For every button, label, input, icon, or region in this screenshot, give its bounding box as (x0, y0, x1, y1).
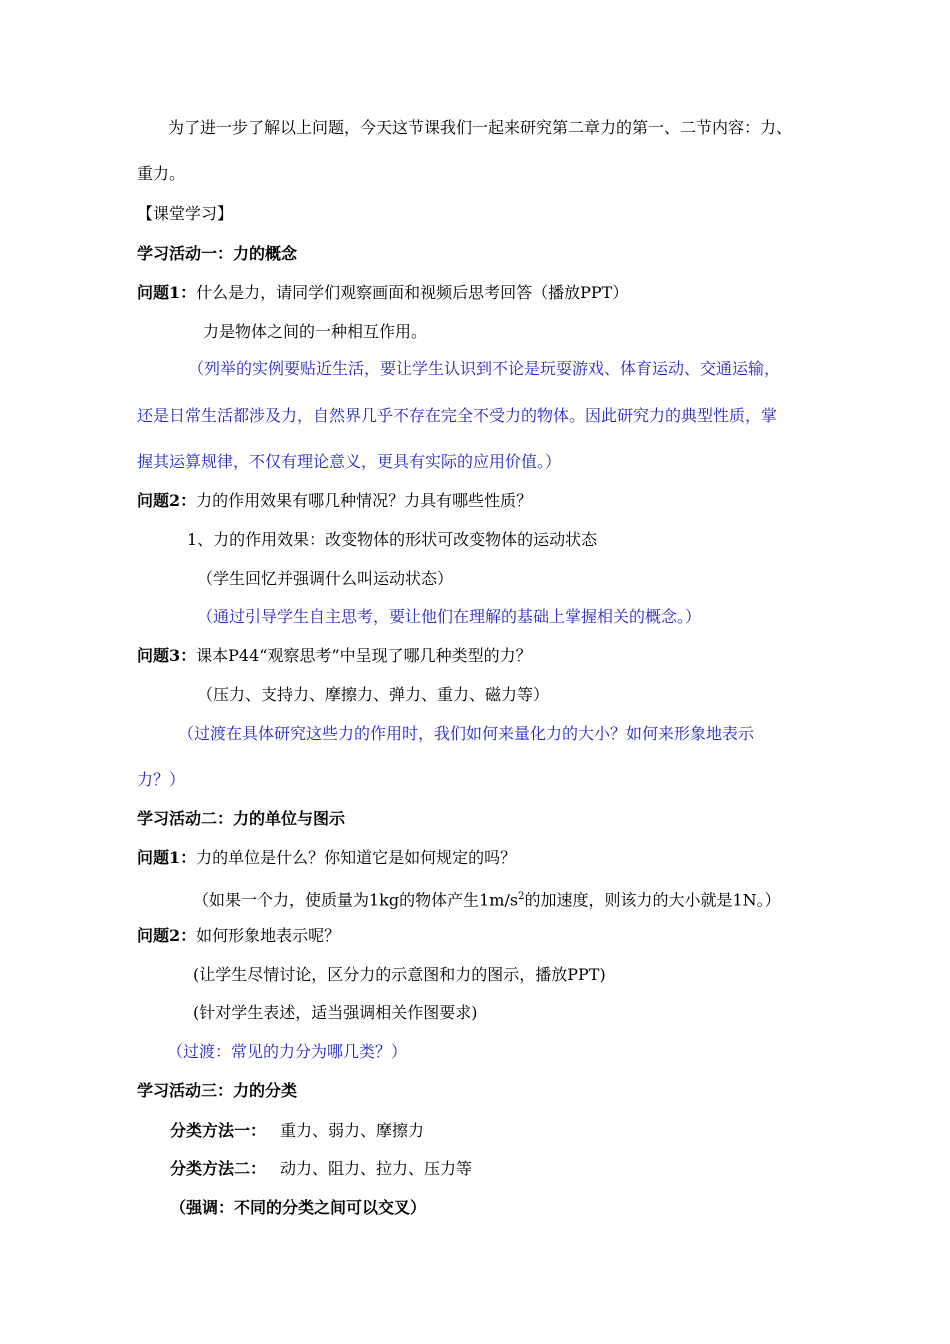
question-text: 力的作用效果有哪几种情况？力具有哪些性质？ (196, 491, 533, 510)
question-label: 问题1： (137, 283, 197, 302)
activity2-q2-answer-2: (针对学生表述，适当强调相关作图要求) (193, 1003, 478, 1022)
method-label: 分类方法二： (170, 1159, 267, 1178)
method-value: 动力、阻力、拉力、压力等 (280, 1159, 473, 1178)
answer-text-start: （如果一个力，使质量为1kg的物体产生1m/s (193, 890, 519, 910)
question-text: 力的单位是什么？你知道它是如何规定的吗？ (196, 848, 517, 867)
question-label: 问题2： (137, 926, 197, 945)
activity1-q3-note-2: 力？） (137, 770, 186, 789)
method-label: 分类方法一： (170, 1121, 267, 1140)
activity2-q1-answer (193, 886, 781, 911)
activity2-title: 学习活动二：力的单位与图示 (137, 809, 346, 828)
activity1-q3-note-1: （过渡在具体研究这些力的作用时，我们如何来量化力的大小？如何来形象地表示 (178, 724, 755, 743)
answer-text-end: 的加速度，则该力的大小就是1N。） (524, 890, 781, 910)
method-value: 重力、弱力、摩擦力 (280, 1121, 425, 1140)
activity2-q2-note: （过渡：常见的力分为哪几类？） (167, 1042, 408, 1061)
activity1-q2 (137, 490, 532, 512)
activity1-q1-answer: 力是物体之间的一种相互作用。 (203, 322, 428, 341)
activity1-q1 (137, 282, 628, 304)
activity1-q1-note-3: 握其运算规律，不仅有理论意义，更具有实际的应用价值。） (137, 452, 562, 471)
intro-line-1: 为了进一步了解以上问题，今天这节课我们一起来研究第二章力的第一、二节内容：力、 (168, 118, 793, 137)
intro-line-2: 重力。 (137, 164, 186, 183)
question-label: 问题1： (137, 848, 197, 867)
activity1-q1-note-2: 还是日常生活都涉及力，自然界几乎不存在完全不受力的物体。因此研究力的典型性质，掌 (137, 406, 778, 425)
superscript-exponent: 2 (518, 891, 525, 902)
activity3-method-2 (170, 1158, 472, 1180)
activity3-emphasis: （强调：不同的分类之间可以交叉） (170, 1198, 427, 1217)
activity3-title: 学习活动三：力的分类 (137, 1081, 298, 1100)
activity1-q2-note: （通过引导学生自主思考，要让他们在理解的基础上掌握相关的概念。） (197, 607, 702, 626)
activity3-method-1 (170, 1120, 424, 1142)
question-text: 课本P44“观察思考”中呈现了哪几种类型的力？ (196, 646, 532, 665)
activity1-q3 (137, 645, 532, 667)
activity1-q3-answer: （压力、支持力、摩擦力、弹力、重力、磁力等） (197, 685, 550, 704)
activity1-title: 学习活动一：力的概念 (137, 244, 298, 263)
question-text: 什么是力，请同学们观察画面和视频后思考回答（播放PPT） (196, 283, 629, 302)
question-label: 问题2： (137, 491, 197, 510)
question-text: 如何形象地表示呢？ (196, 926, 341, 945)
activity2-q2 (137, 925, 340, 947)
section-heading: 【课堂学习】 (137, 204, 234, 223)
activity1-q1-note-1: （列举的实例要贴近生活，要让学生认识到不论是玩耍游戏、体育运动、交通运输， (188, 359, 781, 378)
activity2-q1 (137, 847, 516, 869)
activity1-q2-answer: 1、力的作用效果：改变物体的形状可改变物体的运动状态 (187, 530, 598, 549)
activity2-q2-answer-1: (让学生尽情讨论，区分力的示意图和力的图示，播放PPT) (193, 965, 606, 984)
activity1-q2-sub: （学生回忆并强调什么叫运动状态） (197, 569, 454, 588)
question-label: 问题3： (137, 646, 197, 665)
